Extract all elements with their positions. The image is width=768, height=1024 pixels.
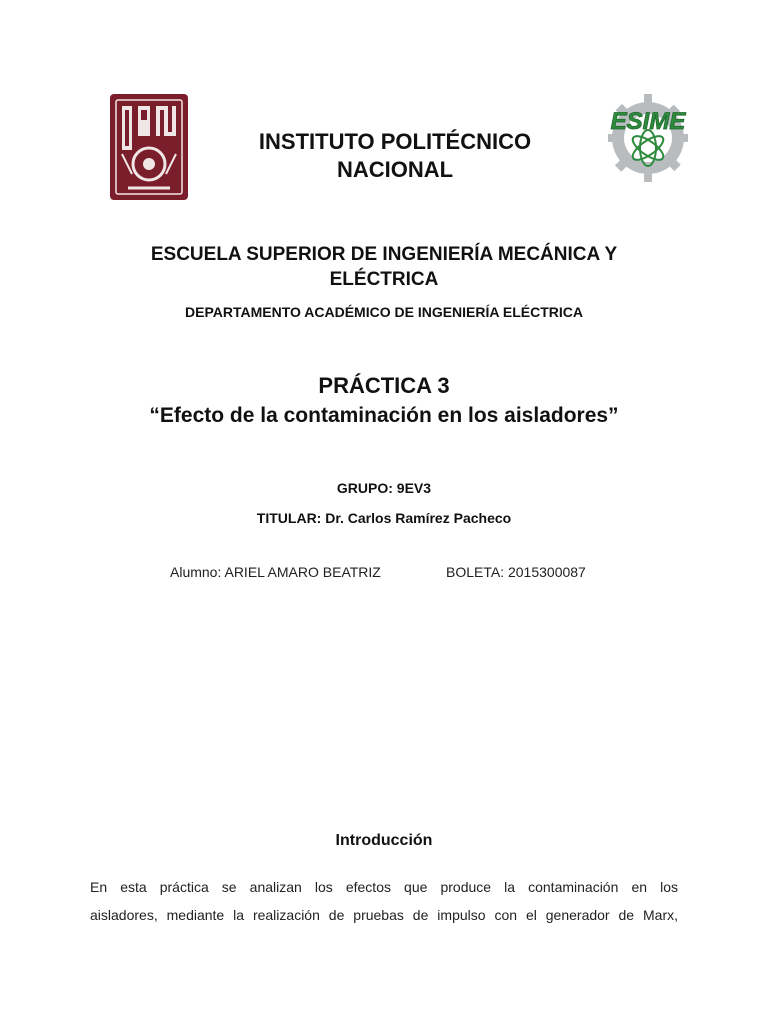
institute-line-1: INSTITUTO POLITÉCNICO [258, 129, 532, 154]
institute-name [220, 128, 570, 184]
institute-line-2: NACIONAL [336, 157, 454, 182]
intro-paragraph [90, 873, 678, 929]
student-boleta: BOLETA: 2015300087 [446, 564, 586, 580]
ipn-logo-icon [108, 92, 190, 202]
group-label: GRUPO: 9EV3 [336, 480, 432, 496]
intro-line-2: aisladores, mediante la realización de pruebas de impulso con el generador de Marx, [90, 907, 678, 923]
school-line-2: ELÉCTRICA [329, 269, 439, 290]
school-line-1: ESCUELA SUPERIOR DE INGENIERÍA MECÁNICA Y [150, 244, 618, 265]
practice-title: PRÁCTICA 3 [318, 373, 450, 398]
school-name [110, 242, 658, 292]
intro-line-1: En esta práctica se analizan los efectos que produce la contaminación en los [90, 879, 678, 895]
practice-subtitle: “Efecto de la contaminación en los aisladores” [149, 404, 619, 427]
intro-heading: Introducción [335, 832, 433, 849]
esime-gear-logo-icon [596, 92, 700, 184]
ipn-logo [108, 92, 190, 202]
student-name: Alumno: ARIEL AMARO BEATRIZ [170, 564, 381, 580]
esime-logo [596, 92, 700, 184]
titular-label: TITULAR: Dr. Carlos Ramírez Pacheco [256, 510, 512, 526]
department-name: DEPARTAMENTO ACADÉMICO DE INGENIERÍA ELÉCTRICA [185, 304, 583, 320]
svg-text:ESIME: ESIME [610, 108, 686, 135]
